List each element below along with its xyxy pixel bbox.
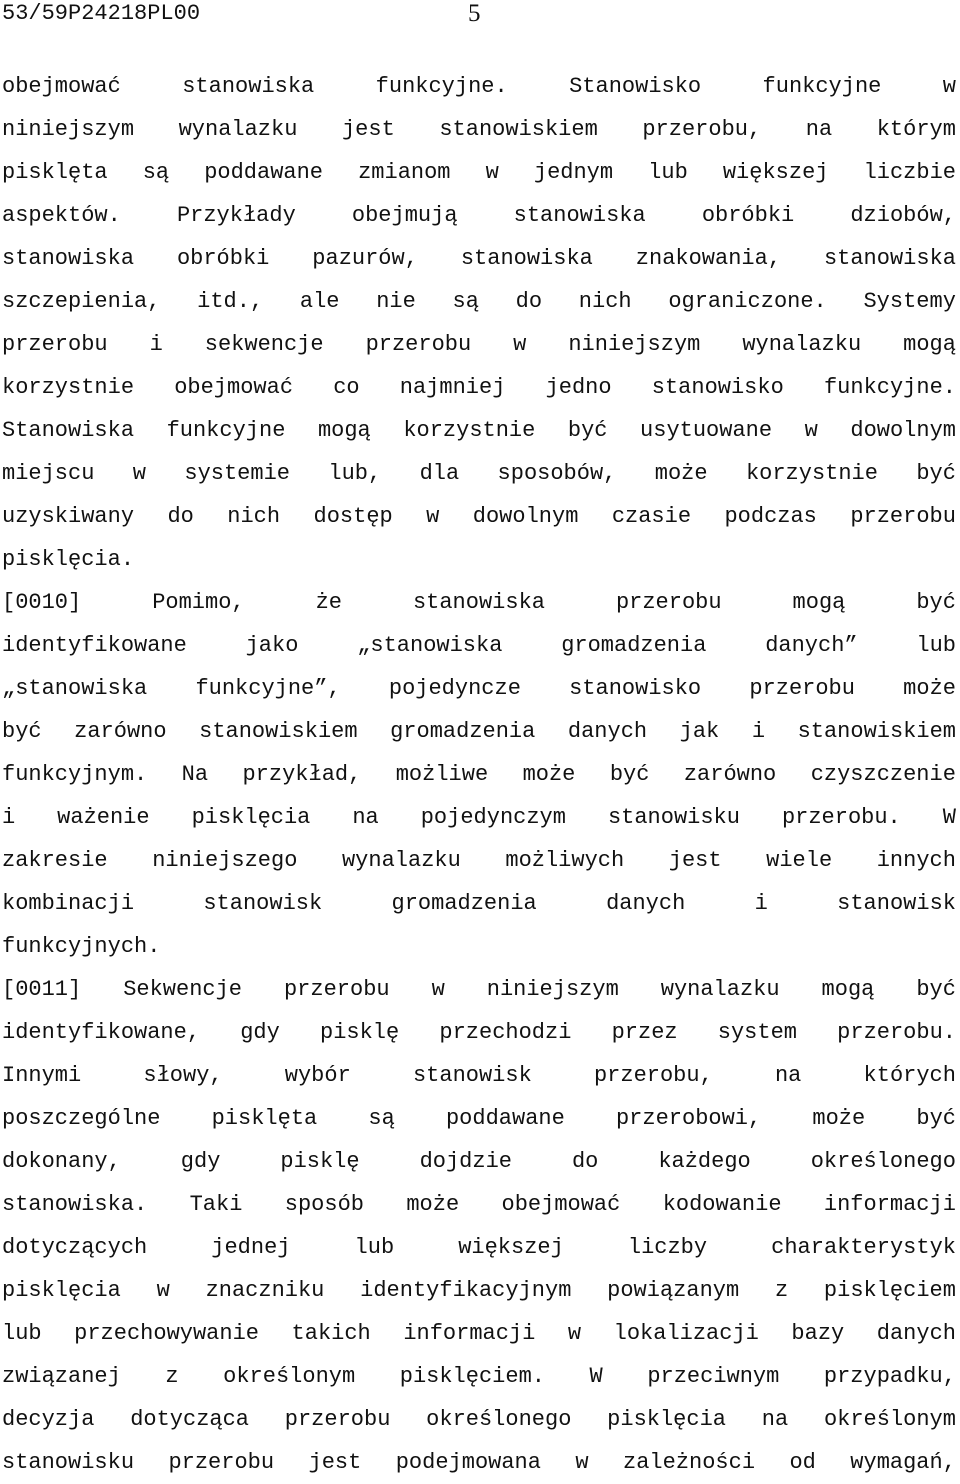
word: w [426,504,440,529]
word: funkcyjne”, [195,676,341,701]
word: w [485,160,499,185]
word: z [165,1364,179,1389]
word: W [942,805,956,830]
word: w [942,74,956,99]
word: w [156,1278,170,1303]
word: obejmują [351,203,458,228]
word: może [522,762,576,787]
word: jednej [211,1235,291,1260]
word: charakterystyk [771,1235,956,1260]
word: podejmowana [395,1450,541,1475]
word: w [567,1321,582,1346]
text-line [2,194,956,237]
word: liczby [627,1235,708,1260]
text-line [2,237,956,280]
word: są [452,289,479,314]
text-line [2,452,956,495]
word: przechowywanie [74,1321,259,1346]
word: większej [722,160,829,185]
word: nich [578,289,632,314]
word: przerobu [284,1407,391,1432]
word: innych [876,848,956,873]
word: do [167,504,194,529]
word: dostęp [313,504,393,529]
word: przerobu [2,332,108,357]
word: pisklęta [2,160,108,185]
word: być [916,461,956,486]
word: określonym [223,1364,356,1389]
word: pisklę [280,1149,360,1174]
word: nie [376,289,416,314]
word: jako [245,633,299,658]
word: ale [299,289,340,314]
text-line [2,624,956,667]
word: powiązanym [607,1278,740,1303]
word: zależności [623,1450,756,1475]
word: przerobu, [593,1063,713,1088]
text-line [2,280,956,323]
word: Pomimo, [152,590,245,615]
word: słowy, [143,1063,223,1088]
word: stanowisko [569,676,702,701]
word: do [571,1149,599,1174]
word: i [2,805,16,830]
word: przypadku, [823,1364,956,1389]
word: może [812,1106,866,1131]
word: jest [668,848,722,873]
word: systemie [184,461,290,486]
word: obróbki [701,203,795,228]
word: na [774,1063,802,1088]
word: pisklęcia [2,1278,121,1303]
word: dokonany, [2,1149,121,1174]
word: i [149,332,163,357]
word: być [916,1106,956,1131]
word: na [352,805,379,830]
word: Na [181,762,209,787]
word: szczepienia, [2,289,161,314]
word: może [406,1192,460,1217]
word: przerobu [615,590,722,615]
word: „stanowiska [357,633,503,658]
word: Sekwencje [123,977,243,1002]
text-line [2,667,956,710]
word: przerobu [168,1450,275,1475]
text-line [2,1312,956,1355]
text-line [2,495,956,538]
word: przez [611,1020,678,1045]
word: danych” [765,633,858,658]
word: pisklęcia [607,1407,726,1432]
text-line [2,1355,956,1398]
word: decyzja [2,1407,95,1432]
word: na [761,1407,789,1432]
text-line [2,796,956,839]
word: od [789,1450,816,1475]
word: określonego [426,1407,572,1432]
word: kombinacji [2,891,135,916]
word: większej [458,1235,564,1260]
text-line [2,151,956,194]
word: że [315,590,342,615]
word: którym [876,117,956,142]
word: funkcyjne [762,74,882,99]
word: ważenie [57,805,150,830]
text-line [2,968,956,1011]
word: Stanowiska [2,418,135,443]
word: znaczniku [205,1278,325,1303]
word: takich [291,1321,371,1346]
word: przerobu [850,504,956,529]
text-line [2,538,956,581]
word: przerobu [365,332,472,357]
word: [0011] [2,977,82,1002]
word: na [805,117,833,142]
word: jednym [533,160,614,185]
word: stanowiska [412,590,545,615]
word: gromadzenia [561,633,707,658]
word: obejmować [2,74,121,99]
word: identyfikacyjnym [360,1278,572,1303]
word: danych [876,1321,956,1346]
word: danych [606,891,686,916]
page-header [0,0,960,34]
word: stanowisku [607,805,740,830]
document-id: 53/59P24218PL00 [2,1,201,26]
word: zakresie [2,848,108,873]
word: możliwych [505,848,625,873]
word: mogą [903,332,956,357]
word: przeciwnym [647,1364,780,1389]
word: miejscu [2,461,95,486]
word: być [2,719,42,744]
text-line [2,108,956,151]
word: lub [2,1321,42,1346]
word: zmianom [358,160,451,185]
word: być [609,762,650,787]
word: poszczególne [2,1106,161,1131]
word: stanowisko [651,375,784,400]
word: pisklęcia. [2,547,135,572]
word: funkcyjnym. [2,762,148,787]
word: lub [648,160,688,185]
text-line [2,409,956,452]
word: informacji [823,1192,956,1217]
word: co [333,375,360,400]
word: przerobu. [781,805,901,830]
word: zarówno [74,719,167,744]
word: funkcyjne. [823,375,956,400]
word: stanowiskiem [797,719,956,744]
word: stanowiska [513,203,646,228]
word: przerobu [283,977,390,1002]
word: stanowiska. [2,1192,148,1217]
word: mogą [792,590,846,615]
word: których [863,1063,956,1088]
word: lub, [328,461,382,486]
text-line [2,581,956,624]
text-line [2,882,956,925]
word: z [774,1278,789,1303]
word: określonym [823,1407,956,1432]
text-line [2,1398,956,1441]
word: usytuowane [640,418,773,443]
text-line [2,1226,956,1269]
word: gdy [180,1149,221,1174]
word: liczbie [863,160,956,185]
word: stanowiskiem [439,117,598,142]
word: aspektów. [2,203,121,228]
word: stanowiskiem [199,719,358,744]
word: jest [308,1450,362,1475]
word: dla [419,461,460,486]
page-number: 5 [468,0,481,27]
word: niniejszym [2,117,135,142]
word: wymagań, [850,1450,956,1475]
word: stanowisk [837,891,956,916]
text-line [2,1269,956,1312]
word: i [751,719,766,744]
word: sposób [284,1192,364,1217]
word: wynalazku [742,332,862,357]
word: stanowiska [460,246,593,271]
word: system [717,1020,797,1045]
word: Przykłady [176,203,296,228]
word: funkcyjne. [375,74,508,99]
word: ograniczone. [668,289,827,314]
word: wynalazku [341,848,461,873]
word: stanowisk [203,891,323,916]
text-line [2,366,956,409]
word: dziobów, [850,203,956,228]
word: mogą [821,977,875,1002]
word: obejmować [174,375,294,400]
word: przerobu. [837,1020,956,1045]
word: pisklę [320,1020,400,1045]
word: lub [916,633,956,658]
word: pojedyncze [388,676,521,701]
word: stanowiska [2,246,135,271]
text-line [2,839,956,882]
word: może [903,676,956,701]
word: niniejszym [568,332,701,357]
word: bazy [791,1321,845,1346]
word: korzystnie [2,375,135,400]
word: przerobowi, [615,1106,762,1131]
word: w [575,1450,589,1475]
word: Systemy [863,289,956,314]
text-line [2,1140,956,1183]
word: obróbki [176,246,270,271]
word: podczas [724,504,817,529]
word: informacji [403,1321,536,1346]
word: czyszczenie [810,762,956,787]
word: najmniej [399,375,506,400]
word: funkcyjnych. [2,934,161,959]
word: lub [354,1235,395,1260]
word: przykład, [242,762,362,787]
word: gdy [240,1020,280,1045]
word: itd., [197,289,264,314]
word: poddawane [445,1106,565,1131]
word: i [754,891,768,916]
word: funkcyjne [166,418,286,443]
word: „stanowiska [2,676,148,701]
word: zarówno [683,762,777,787]
word: sekwencje [204,332,324,357]
word: wynalazku [660,977,780,1002]
word: stanowiska [823,246,956,271]
word: korzystnie [403,418,536,443]
word: pojedynczym [420,805,566,830]
word: w [132,461,146,486]
word: być [567,418,608,443]
word: do [515,289,543,314]
text-line [2,753,956,796]
word: dotyczących [2,1235,148,1260]
word: są [368,1106,395,1131]
text-line [2,1011,956,1054]
word: jest [341,117,395,142]
text-line [2,710,956,753]
word: być [916,977,956,1002]
word: w [804,418,818,443]
word: identyfikowane, [2,1020,201,1045]
word: każdego [658,1149,751,1174]
text-line [2,65,956,108]
word: pisklęciem. [399,1364,545,1389]
word: wynalazku [178,117,298,142]
word: związanej [2,1364,121,1389]
word: może [654,461,708,486]
word: gromadzenia [390,719,536,744]
word: obejmować [501,1192,621,1217]
word: w [431,977,445,1002]
word: są [142,160,170,185]
text-line [2,323,956,366]
word: stanowisku [2,1450,135,1475]
word: znakowania, [635,246,782,271]
text-line [2,1097,956,1140]
word: przerobu, [642,117,762,142]
word: lokalizacji [613,1321,759,1346]
word: jedno [545,375,612,400]
word: mogą [317,418,371,443]
word: identyfikowane [2,633,187,658]
word: Taki [189,1192,243,1217]
word: jak [679,719,720,744]
word: pisklęta [211,1106,318,1131]
word: W [589,1364,603,1389]
word: gromadzenia [391,891,537,916]
word: kodowanie [662,1192,782,1217]
document-body [2,65,956,1484]
word: [0010] [2,590,82,615]
text-line [2,1054,956,1097]
word: przerobu [749,676,855,701]
text-line [2,925,956,968]
word: dojdzie [419,1149,512,1174]
word: Stanowisko [569,74,702,99]
word: pisklęcia [191,805,311,830]
word: poddawane [204,160,324,185]
word: niniejszego [152,848,298,873]
word: dotycząca [130,1407,250,1432]
word: korzystnie [745,461,878,486]
word: uzyskiwany [2,504,135,529]
word: Innymi [2,1063,82,1088]
word: wybór [284,1063,351,1088]
word: pazurów, [312,246,418,271]
word: określonego [810,1149,956,1174]
word: przechodzi [439,1020,572,1045]
word: być [916,590,956,615]
word: stanowiska [182,74,315,99]
word: dowolnym [850,418,956,443]
word: dowolnym [472,504,579,529]
word: nich [227,504,281,529]
word: pisklęciem [823,1278,956,1303]
text-line [2,1183,956,1226]
word: czasie [611,504,692,529]
word: w [513,332,527,357]
word: sposobów, [497,461,617,486]
word: stanowisk [412,1063,532,1088]
word: niniejszym [486,977,619,1002]
word: możliwe [395,762,489,787]
word: wiele [766,848,833,873]
word: danych [567,719,648,744]
